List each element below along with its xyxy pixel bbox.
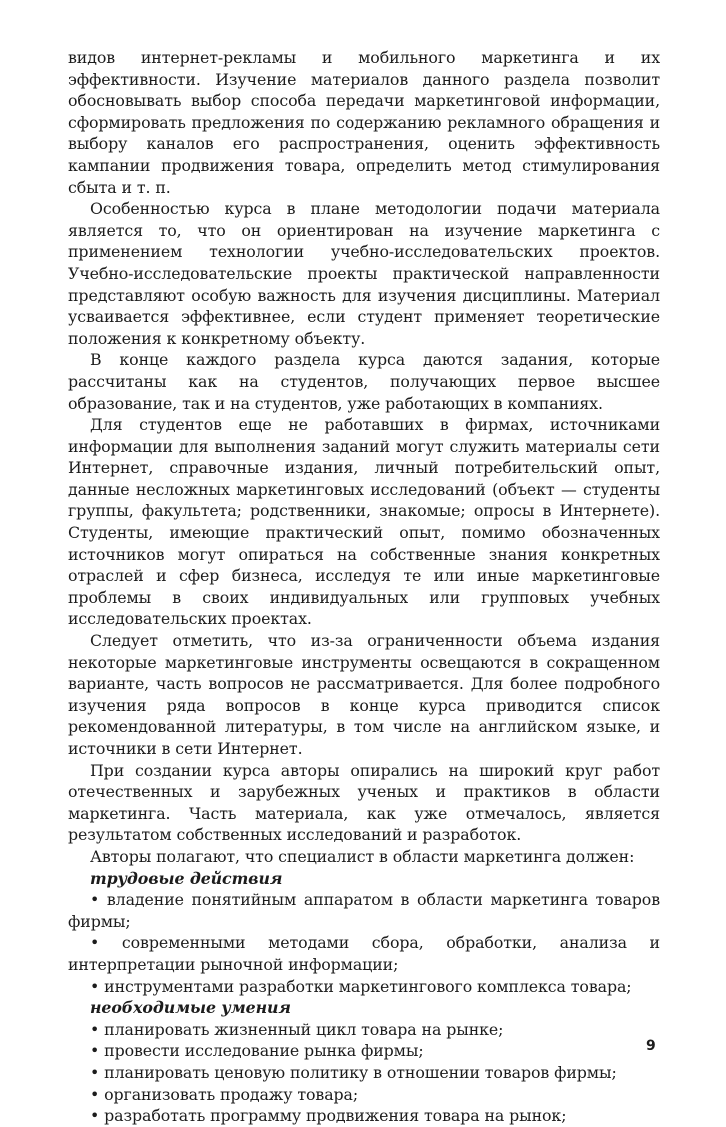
section-heading-required-skills: необходимые умения xyxy=(90,998,291,1018)
list-item: • организовать продажу товара; xyxy=(90,1084,359,1104)
list-item: • современными методами сбора, обработки, анализа и интерпретации рыночной информации; xyxy=(68,933,660,974)
paragraph-continuation: видов интернет-рекламы и мобильного маркетинга и их эффективности. Изучение материалов данного раздела позволит обосновывать выбор способа передачи маркетинговой информации, сформировать предложения по содержанию рекламного обращения и выбору каналов его распространения, оценить эффективность кампании продвижения товара, определить метод стимулирования сбыта и т. п. xyxy=(68,48,660,197)
section-heading-labor-actions: трудовые действия xyxy=(90,868,283,888)
list-item: • инструментами разработки маркетингового комплекса товара; xyxy=(90,976,632,996)
list-item: • провести исследование рынка фирмы; xyxy=(90,1041,424,1061)
list-item: • разработать программу продвижения товара на рынок; xyxy=(90,1106,567,1126)
list-item: • планировать ценовую политику в отношении товаров фирмы; xyxy=(90,1062,617,1082)
page-body xyxy=(68,47,660,1127)
paragraph: При создании курса авторы опирались на широкий круг работ отечественных и зарубежных ученых и практиков в области маркетинга. Часть материала, как уже отмечалось, является результатом собственных исследований и разработок. xyxy=(68,760,660,845)
paragraph: В конце каждого раздела курса даются задания, которые рассчитаны как на студентов, получающих первое высшее образование, так и на студентов, уже работающих в компаниях. xyxy=(68,350,660,413)
paragraph: Авторы полагают, что специалист в области маркетинга должен: xyxy=(90,846,635,866)
paragraph: Следует отметить, что из-за ограниченности объема издания некоторые маркетинговые инструменты освещаются в сокращенном варианте, часть вопросов не рассматривается. Для более подробного изучения ряда вопросов в конце курса приводится список рекомендованной литературы, в том числе на английском языке, и источники в сети Интернет. xyxy=(68,631,660,758)
list-item: • владение понятийным аппаратом в области маркетинга товаров фирмы; xyxy=(68,890,660,931)
list-item: • планировать жизненный цикл товара на рынке; xyxy=(90,1019,504,1039)
paragraph: Особенностью курса в плане методологии подачи материала является то, что он ориентирован на изучение маркетинга с применением технологии учебно-исследовательских проектов. Учебно-исследовательские проекты практической направленности представляют особую важность для изучения дисциплины. Материал усваивается эффективнее, если студент применяет теоретические положения к конкретному объекту. xyxy=(68,199,660,348)
page-number: 9 xyxy=(646,1038,656,1054)
paragraph: Для студентов еще не работавших в фирмах, источниками информации для выполнения заданий могут служить материалы сети Интернет, справочные издания, личный потребительский опыт, данные несложных маркетинговых исследований (объект — студенты группы, факультета; родственники, знакомые; опросы в Интернете). Студенты, имеющие практический опыт, помимо обозначенных источников могут опираться на собственные знания конкретных отраслей и сфер бизнеса, исследуя те или иные маркетинговые проблемы в своих индивидуальных или групповых учебных исследовательских проектах. xyxy=(68,415,660,629)
